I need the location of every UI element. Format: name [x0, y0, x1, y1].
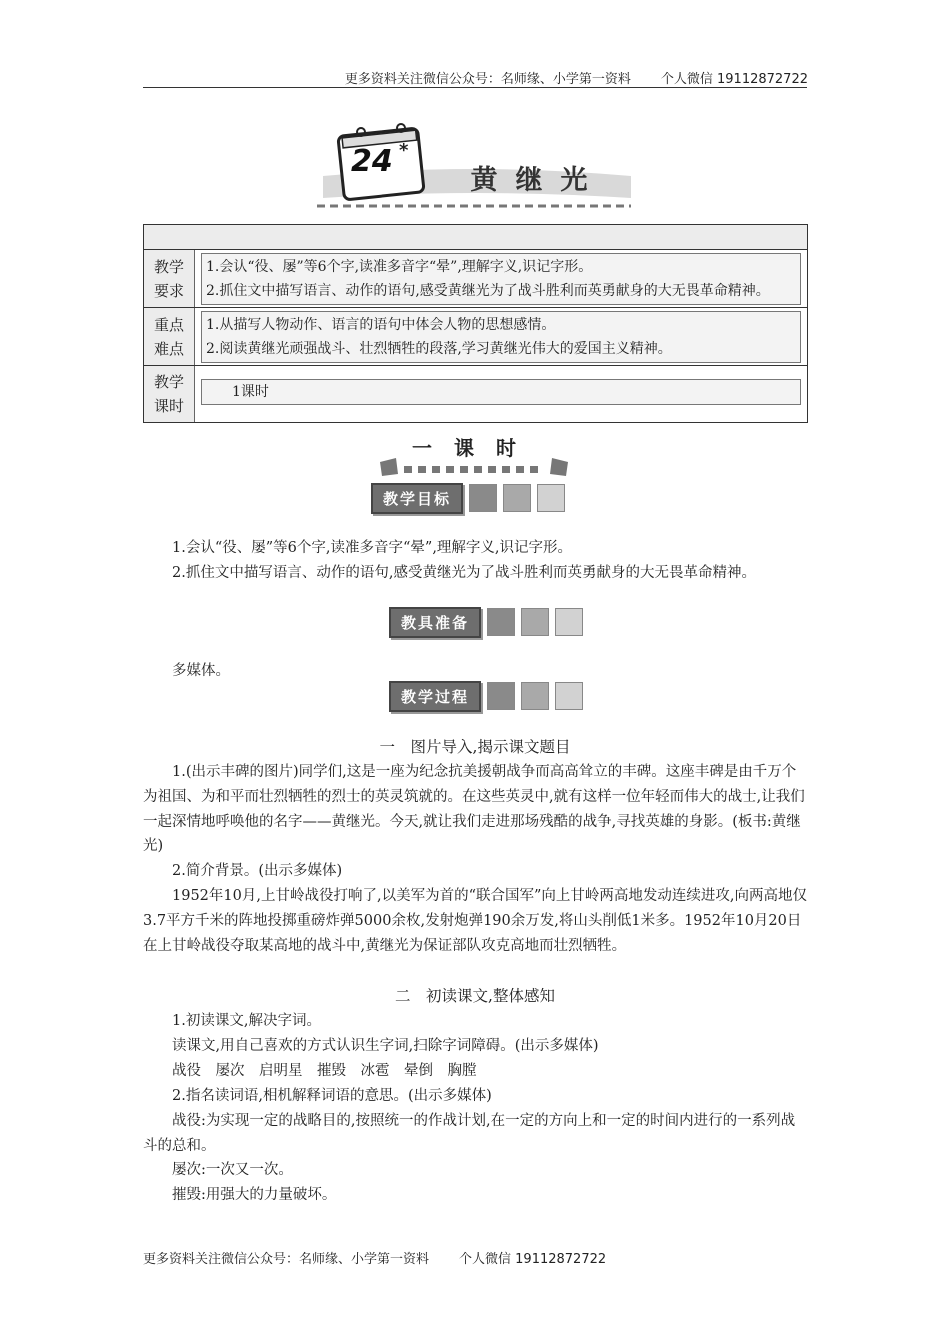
tag-objectives	[371, 483, 565, 513]
part2-paragraph-3: 2.指名读词语,相机解释词语的意思。(出示多媒体)	[172, 1088, 492, 1104]
label-line: 教学	[153, 373, 184, 391]
info-row-hours	[144, 366, 807, 422]
info-line: 2.阅读黄继光顽强战斗、壮烈牺牲的段落,学习黄继光伟大的爱国主义精神。	[206, 341, 672, 357]
label-line: 要求	[153, 281, 184, 300]
tag-square	[487, 608, 515, 636]
tag-label: 教学目标	[371, 483, 463, 514]
tag-square	[521, 682, 549, 710]
info-content-box	[201, 379, 801, 405]
tag-square	[521, 608, 549, 636]
info-content	[195, 250, 807, 307]
label-line: 重点	[153, 315, 184, 334]
tag-process	[389, 681, 583, 711]
tag-square	[537, 484, 565, 512]
info-content	[195, 308, 807, 365]
definition-3: 摧毁:用强大的力量破坏。	[172, 1187, 337, 1203]
objective-1: 1.会认“役、屡”等6个字,读准多音字“晕”,理解字义,识记字形。	[172, 540, 573, 556]
info-line: 2.抓住文中描写语言、动作的语句,感受黄继光为了战斗胜利而英勇献身的大无畏革命精神。	[206, 283, 770, 299]
info-line: 1课时	[232, 384, 269, 400]
lesson-info-table	[143, 224, 808, 423]
info-row-requirements	[144, 250, 807, 308]
page-header	[345, 68, 808, 87]
tag-square	[555, 682, 583, 710]
part2-paragraph-2: 读课文,用自己喜欢的方式认识生字词,扫除字词障碍。(出示多媒体)	[172, 1038, 599, 1054]
part1-heading: 一 图片导入,揭示课文题目	[379, 738, 571, 756]
tag-square	[487, 682, 515, 710]
label-line: 课时	[153, 397, 184, 415]
section-title: 一课时	[412, 436, 538, 460]
info-content-box	[201, 311, 801, 363]
materials-text: 多媒体。	[172, 663, 230, 679]
tag-square	[555, 608, 583, 636]
header-divider	[143, 87, 807, 88]
definition-1: 战役:为实现一定的战略目的,按照统一的作战计划,在一定的方向上和一定的时间内进行的一系列战斗的总和。	[143, 1113, 796, 1154]
footer-wechat: 个人微信 19112872722	[459, 1252, 607, 1267]
lesson-star: *	[399, 140, 409, 161]
tag-materials	[389, 607, 583, 637]
part2-heading: 二 初读课文,整体感知	[395, 987, 555, 1005]
info-content	[195, 366, 807, 422]
part1-paragraph-2: 2.简介背景。(出示多媒体)	[172, 863, 343, 879]
info-label	[144, 308, 195, 365]
tag-square	[469, 484, 497, 512]
objective-2: 2.抓住文中描写语言、动作的语句,感受黄继光为了战斗胜利而英勇献身的大无畏革命精神。	[172, 565, 756, 581]
info-line: 1.会认“役、屡”等6个字,读准多音字“晕”,理解字义,识记字形。	[206, 259, 593, 275]
info-row-key-points	[144, 308, 807, 366]
page-footer	[143, 1248, 606, 1267]
part1-paragraph-3: 1952年10月,上甘岭战役打响了,以美军为首的“联合国军”向上甘岭两高地发动连续进攻,向两高地仅3.7平方千米的阵地投掷重磅炸弹5000余枚,发射炮弹190余万发,将山头削低1米多。1952年10月20日在上甘岭战役夺取某高地的战斗中,黄继光为保证部队攻克高地而壮烈牺牲。	[143, 888, 808, 954]
part2-word-list: 战役 屡次 启明星 摧毁 冰雹 晕倒 胸膛	[172, 1063, 477, 1079]
part2-paragraph-1: 1.初读课文,解决字词。	[172, 1013, 321, 1029]
part1-paragraph-1: 1.(出示丰碑的图片)同学们,这是一座为纪念抗美援朝战争而高高耸立的丰碑。这座丰碑是由千万个为祖国、为和平而壮烈牺牲的烈士的英灵筑就的。在这些英灵中,就有这样一位年轻而伟大的战士,让我们一起深情地呼唤他的名字——黄继光。今天,就让我们走进那场残酷的战争,寻找英雄的身影。(板书:黄继光)	[143, 764, 805, 855]
tag-square	[503, 484, 531, 512]
lesson-banner	[313, 118, 635, 214]
label-line: 难点	[153, 339, 184, 358]
info-content-box	[201, 253, 801, 305]
header-note: 更多资料关注微信公众号：名师缘、小学第一资料	[344, 72, 631, 87]
section-divider-dots	[380, 458, 570, 478]
tag-label: 教具准备	[389, 607, 481, 638]
header-wechat: 个人微信 19112872722	[660, 72, 808, 87]
definition-2: 屡次:一次又一次。	[172, 1162, 293, 1178]
info-table-top-bar	[144, 225, 807, 250]
label-line: 教学	[153, 257, 184, 276]
info-label	[144, 250, 195, 307]
tag-label: 教学过程	[389, 681, 481, 712]
lesson-number: 24	[351, 144, 393, 179]
lesson-title: 黄继光	[470, 165, 606, 196]
info-line: 1.从描写人物动作、语言的语句中体会人物的思想感情。	[206, 317, 556, 333]
info-label	[144, 366, 195, 422]
footer-note: 更多资料关注微信公众号：名师缘、小学第一资料	[143, 1252, 430, 1267]
